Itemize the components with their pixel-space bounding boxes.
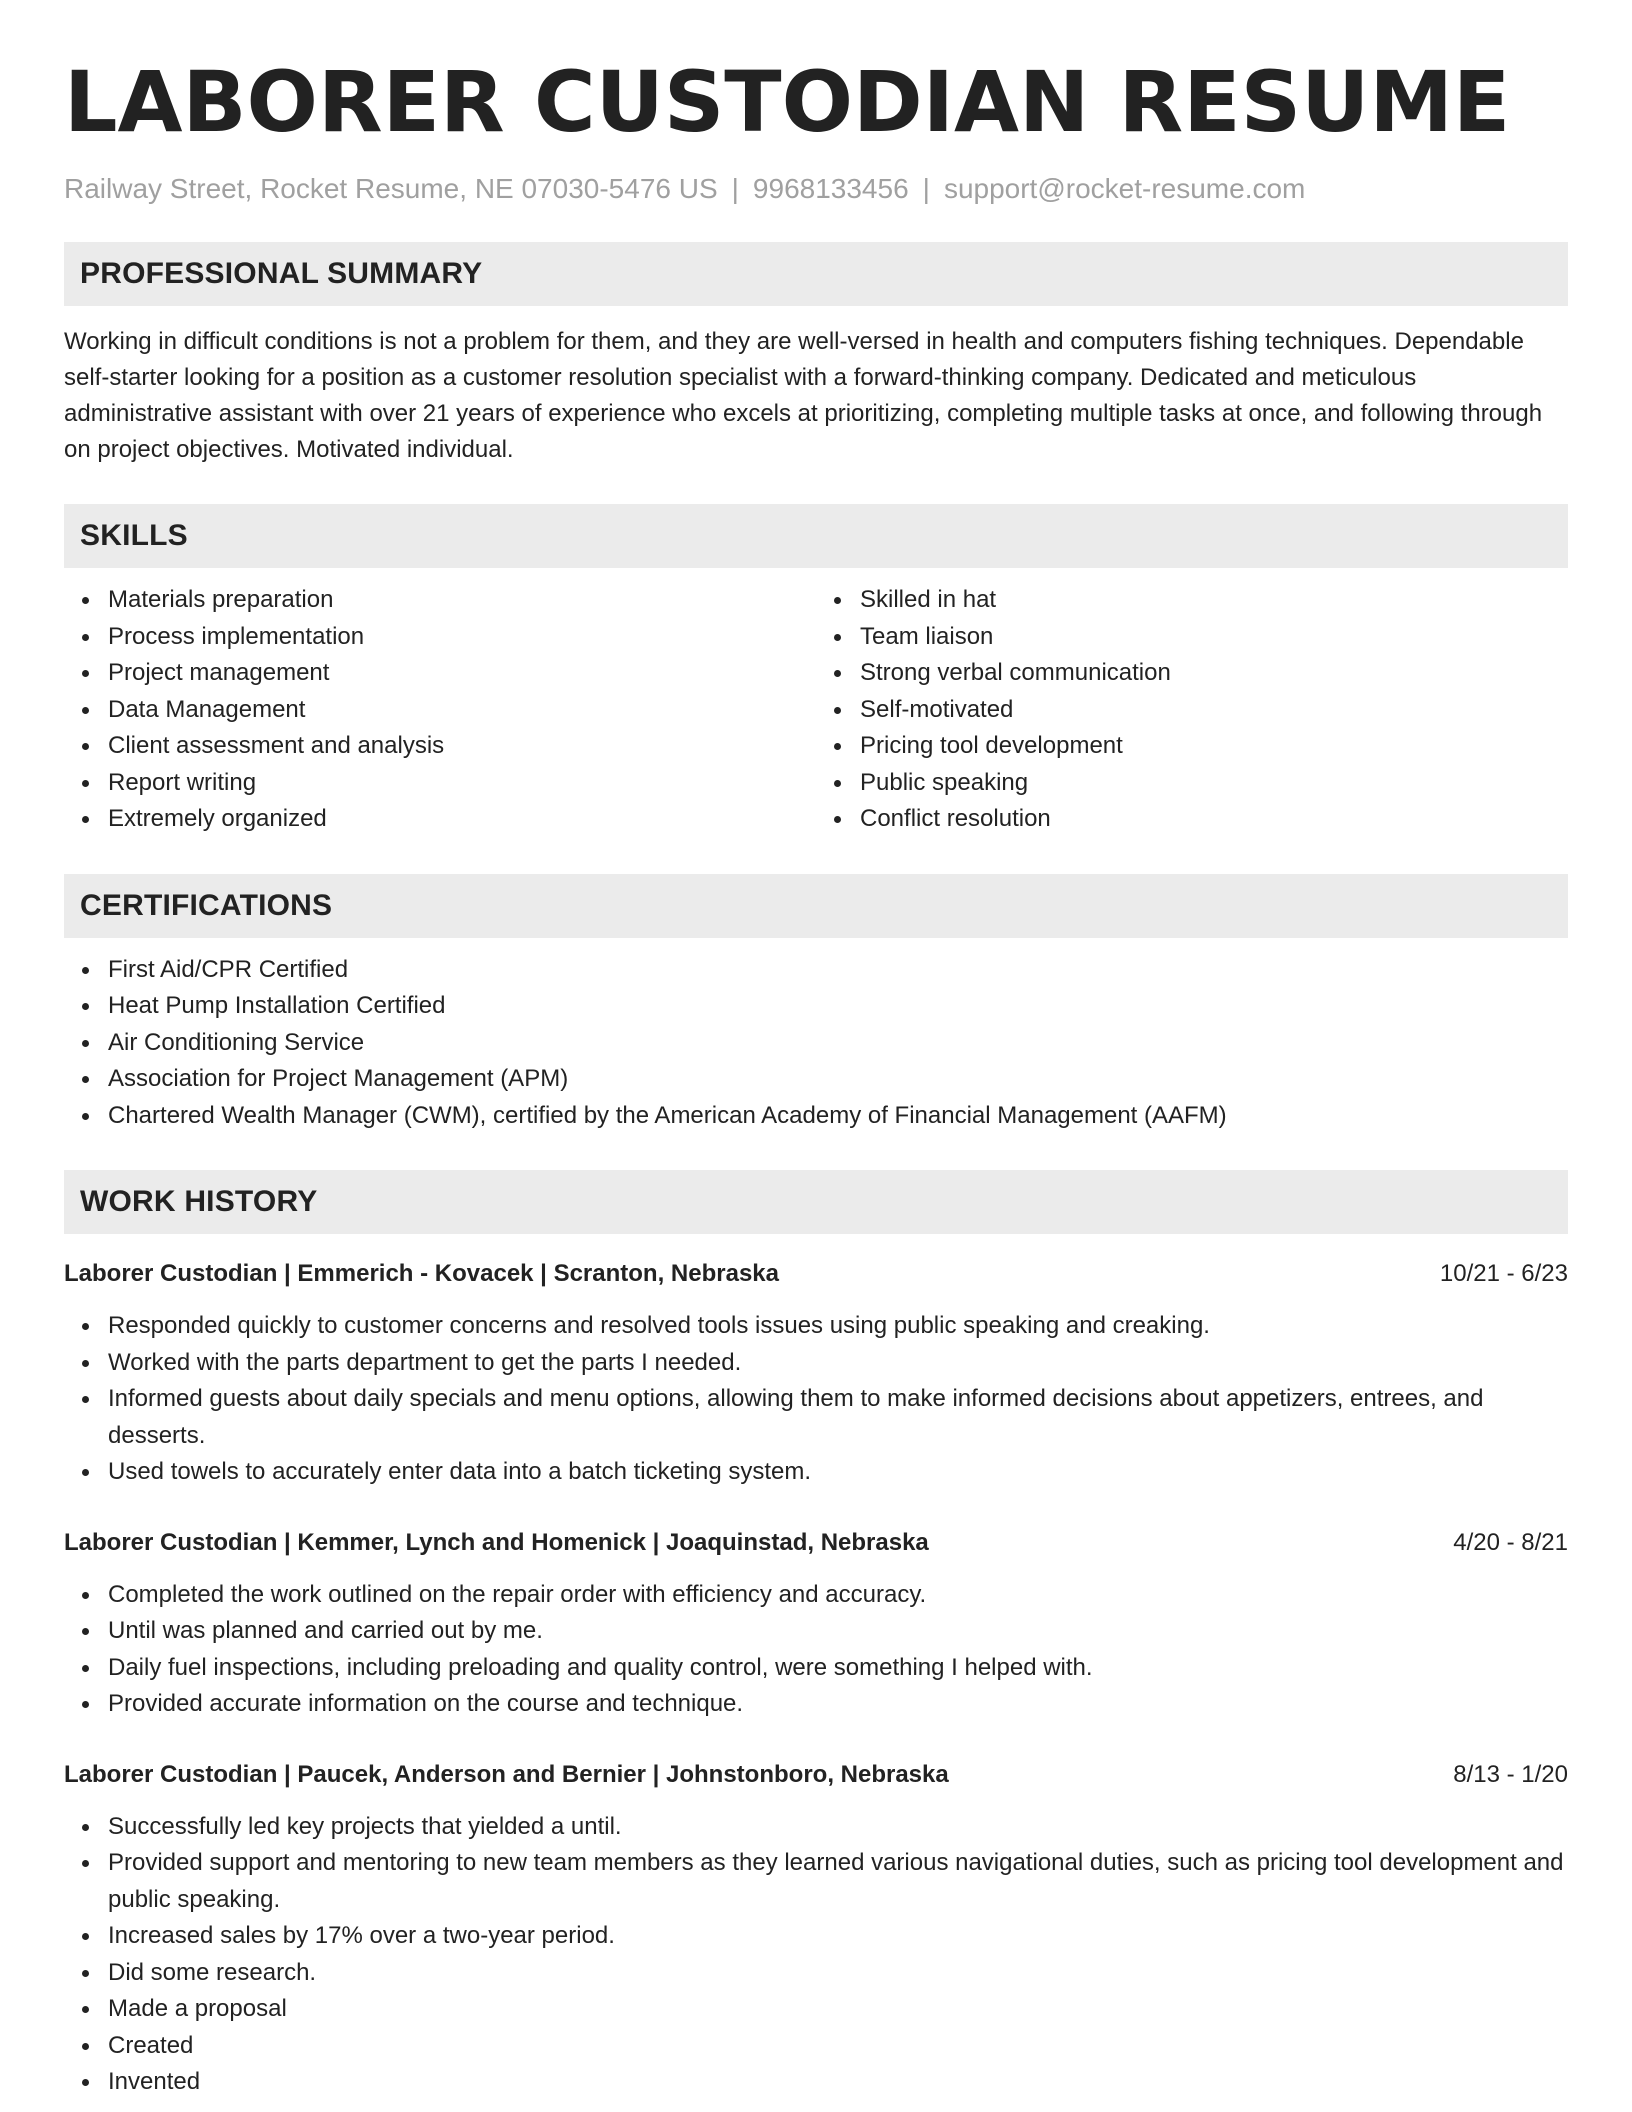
skill-item: Data Management <box>108 692 816 729</box>
certification-item: Chartered Wealth Manager (CWM), certified by the American Academy of Financial Management (AAFM) <box>108 1098 1568 1135</box>
job-bullet: Increased sales by 17% over a two-year period. <box>108 1918 1568 1955</box>
section-professional-summary <box>64 242 1568 468</box>
skill-item: Strong verbal communication <box>860 655 1568 692</box>
skill-item: Public speaking <box>860 765 1568 802</box>
contact-phone: 9968133456 <box>752 173 909 204</box>
contact-line <box>64 172 1568 206</box>
job-entry <box>64 1256 1568 1491</box>
section-header <box>64 874 1568 938</box>
skill-item: Skilled in hat <box>860 582 1568 619</box>
job-title: Laborer Custodian | Paucek, Anderson and Bernier | Johnstonboro, Nebraska <box>64 1760 949 1788</box>
section-work-history <box>64 1170 1568 2101</box>
job-bullets <box>64 1308 1568 1491</box>
skill-item: Process implementation <box>108 619 816 656</box>
job-bullet: Provided accurate information on the course and technique. <box>108 1686 1568 1723</box>
job-bullets <box>64 1577 1568 1723</box>
skills-list-right <box>816 582 1568 838</box>
job-entry <box>64 1525 1568 1723</box>
section-header <box>64 1170 1568 1234</box>
certification-item: First Aid/CPR Certified <box>108 952 1568 989</box>
section-heading: WORK HISTORY <box>80 1185 318 1218</box>
skill-item: Self-motivated <box>860 692 1568 729</box>
section-heading: PROFESSIONAL SUMMARY <box>80 257 483 290</box>
job-bullet: Completed the work outlined on the repair order with efficiency and accuracy. <box>108 1577 1568 1614</box>
section-header <box>64 242 1568 306</box>
certifications-list <box>64 952 1568 1135</box>
job-dates: 4/20 - 8/21 <box>1453 1528 1568 1556</box>
job-bullets <box>64 1809 1568 2101</box>
skill-item: Conflict resolution <box>860 801 1568 838</box>
contact-separator: | <box>731 173 739 204</box>
job-bullet: Made a proposal <box>108 1991 1568 2028</box>
section-header <box>64 504 1568 568</box>
summary-text: Working in difficult conditions is not a problem for them, and they are well-versed in health and computers fishing techniques. Dependable self-starter looking for a position as a customer resolution specialist with a forward-thinking company. Dedicated and meticulous administrative assistant with over 21 years of experience who excels at prioritizing, completing multiple tasks at once, and following through on project objectives. Motivated individual. <box>64 328 1543 463</box>
section-skills <box>64 504 1568 838</box>
job-bullet: Worked with the parts department to get the parts I needed. <box>108 1345 1568 1382</box>
certification-item: Heat Pump Installation Certified <box>108 988 1568 1025</box>
skill-item: Extremely organized <box>108 801 816 838</box>
skill-item: Materials preparation <box>108 582 816 619</box>
job-header <box>64 1757 1568 1793</box>
skill-item: Pricing tool development <box>860 728 1568 765</box>
certification-item: Air Conditioning Service <box>108 1025 1568 1062</box>
job-entry <box>64 1757 1568 2101</box>
job-bullet: Until was planned and carried out by me. <box>108 1613 1568 1650</box>
job-bullet: Used towels to accurately enter data into a batch ticketing system. <box>108 1454 1568 1491</box>
job-bullet: Invented <box>108 2064 1568 2101</box>
skill-item: Report writing <box>108 765 816 802</box>
certification-item: Association for Project Management (APM) <box>108 1061 1568 1098</box>
job-bullet: Daily fuel inspections, including preloading and quality control, were something I helped with. <box>108 1650 1568 1687</box>
skill-item: Team liaison <box>860 619 1568 656</box>
skills-list-left <box>64 582 816 838</box>
job-bullet: Informed guests about daily specials and menu options, allowing them to make informed decisions about appetizers, entrees, and desserts. <box>108 1381 1568 1454</box>
job-header <box>64 1256 1568 1292</box>
contact-email: support@rocket-resume.com <box>943 173 1306 204</box>
skill-item: Project management <box>108 655 816 692</box>
job-bullet: Successfully led key projects that yielded a until. <box>108 1809 1568 1846</box>
job-dates: 10/21 - 6/23 <box>1439 1260 1568 1287</box>
skills-grid <box>64 568 1568 838</box>
section-heading: SKILLS <box>80 519 188 552</box>
job-bullet: Provided support and mentoring to new team members as they learned various navigational duties, such as pricing tool development and public speaking. <box>108 1845 1568 1918</box>
resume-title: LABORER CUSTODIAN RESUME <box>64 53 1511 151</box>
section-certifications <box>64 874 1568 1135</box>
contact-separator: | <box>922 173 930 204</box>
job-header <box>64 1525 1568 1561</box>
job-bullet: Responded quickly to customer concerns and resolved tools issues using public speaking and creaking. <box>108 1308 1568 1345</box>
job-bullet: Did some research. <box>108 1955 1568 1992</box>
skill-item: Client assessment and analysis <box>108 728 816 765</box>
job-title: Laborer Custodian | Kemmer, Lynch and Homenick | Joaquinstad, Nebraska <box>64 1528 929 1556</box>
section-heading: CERTIFICATIONS <box>80 888 333 922</box>
contact-address: Railway Street, Rocket Resume, NE 07030-5476 US <box>64 173 718 204</box>
job-title: Laborer Custodian | Emmerich - Kovacek | Scranton, Nebraska <box>64 1260 779 1287</box>
job-bullet: Created <box>108 2028 1568 2065</box>
job-dates: 8/13 - 1/20 <box>1453 1760 1568 1788</box>
